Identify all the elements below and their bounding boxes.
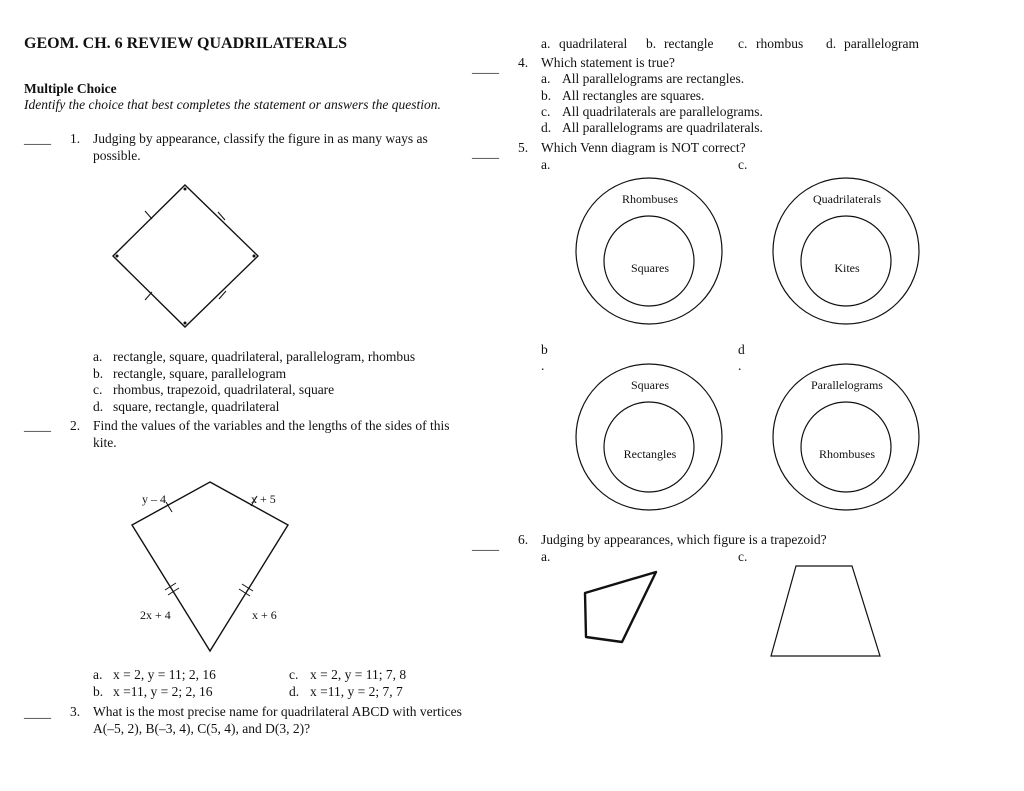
venn-b-outer-label: Squares (631, 378, 669, 392)
q2-choice-c-letter: c. (289, 667, 299, 682)
q2-choice-a-letter: a. (93, 667, 103, 682)
q5-option-a-letter: a. (541, 157, 551, 172)
q4-choice-c: All quadrilaterals are parallelograms. (562, 104, 763, 119)
tick-mark (145, 211, 152, 219)
q2-choice-d-letter: d. (289, 684, 300, 699)
q5-option-b-dot: . (541, 358, 545, 373)
venn-d-inner-label: Rhombuses (818, 447, 875, 461)
q3-choice-c: rhombus (756, 36, 804, 51)
answer-blank-3[interactable]: ____ (24, 705, 51, 720)
q6-option-c-letter: c. (738, 549, 748, 564)
question-5-number: 5. (518, 140, 529, 155)
angle-dot (184, 188, 187, 191)
q1-choice-a: rectangle, square, quadrilateral, parallelogram, rhombus (113, 349, 416, 364)
q4-choice-a-letter: a. (541, 71, 551, 86)
q5-option-c-letter: c. (738, 157, 748, 172)
venn-c-outer-label: Quadrilaterals (813, 192, 881, 206)
q1-choice-c: rhombus, trapezoid, quadrilateral, square (113, 382, 335, 397)
q6-option-a-letter: a. (541, 549, 551, 564)
q3-choice-c-letter: c. (738, 36, 748, 51)
question-1-line-2: possible. (93, 148, 141, 163)
q4-choice-c-letter: c. (541, 104, 551, 119)
q1-choice-d: square, rectangle, quadrilateral (113, 399, 280, 414)
question-1-number: 1. (70, 131, 81, 146)
rhombus-shape (113, 185, 258, 327)
question-5-text: Which Venn diagram is NOT correct? (541, 140, 746, 155)
question-2-number: 2. (70, 418, 81, 433)
question-1-line-1: Judging by appearance, classify the figure in as many ways as (93, 131, 428, 146)
q3-choice-a: quadrilateral (559, 36, 628, 51)
q3-choice-d-letter: d. (826, 36, 837, 51)
angle-dot (116, 255, 119, 258)
question-4-text: Which statement is true? (541, 55, 675, 70)
tick-mark (165, 583, 176, 590)
q2-choice-b: x =11, y = 2; 2, 16 (113, 684, 213, 699)
venn-d-outer-label: Parallelograms (811, 378, 883, 392)
quadrilateral-option-a (578, 566, 663, 648)
q4-choice-d-letter: d. (541, 120, 552, 135)
angle-dot (253, 255, 256, 258)
trapezoid-option-c (766, 562, 886, 662)
tick-mark (168, 588, 179, 595)
answer-blank-4[interactable]: ____ (472, 60, 499, 75)
q5-option-b-letter: b (541, 342, 548, 357)
q2-choice-d: x =11, y = 2; 7, 7 (310, 684, 403, 699)
q3-choice-b: rectangle (664, 36, 714, 51)
q4-choice-d: All parallelograms are quadrilaterals. (562, 120, 763, 135)
q5-option-d-dot: . (738, 358, 742, 373)
q1-choice-b-letter: b. (93, 366, 104, 381)
kite-label-top-left: y – 4 (142, 492, 166, 506)
trapezoid-shape (771, 566, 880, 656)
rhombus-figure (105, 178, 270, 333)
answer-blank-6[interactable]: ____ (472, 537, 499, 552)
venn-a-outer-label: Rhombuses (621, 192, 678, 206)
kite-label-bottom-left: 2x + 4 (140, 608, 171, 622)
q1-choice-d-letter: d. (93, 399, 104, 414)
venn-b-inner-label: Rectangles (623, 447, 677, 461)
irregular-quadrilateral (585, 572, 656, 642)
instructions: Identify the choice that best completes the statement or answers the question. (24, 97, 441, 112)
q1-choice-a-letter: a. (93, 349, 103, 364)
angle-dot (184, 322, 187, 325)
tick-mark (145, 292, 152, 300)
question-2-line-1: Find the values of the variables and the lengths of the sides of this (93, 418, 450, 433)
kite-label-bottom-right: x + 6 (252, 608, 277, 622)
question-2-line-2: kite. (93, 435, 117, 450)
q1-choice-c-letter: c. (93, 382, 103, 397)
question-3-line-2: A(–5, 2), B(–3, 4), C(5, 4), and D(3, 2)? (93, 721, 311, 736)
question-4-number: 4. (518, 55, 529, 70)
q2-choice-c: x = 2, y = 11; 7, 8 (310, 667, 407, 682)
q5-option-d-letter: d (738, 342, 745, 357)
venn-c-inner-label: Kites (834, 261, 860, 275)
answer-blank-5[interactable]: ____ (472, 145, 499, 160)
section-heading: Multiple Choice (24, 81, 117, 96)
answer-blank-2[interactable]: ____ (24, 418, 51, 433)
q3-choice-d: parallelogram (844, 36, 919, 51)
question-6-number: 6. (518, 532, 529, 547)
question-6-text: Judging by appearances, which figure is a trapezoid? (541, 532, 827, 547)
question-3-number: 3. (70, 704, 81, 719)
q4-choice-a: All parallelograms are rectangles. (562, 71, 745, 86)
answer-blank-1[interactable]: ____ (24, 131, 51, 146)
venn-a-inner-label: Squares (631, 261, 669, 275)
page-title: GEOM. CH. 6 REVIEW QUADRILATERALS (24, 35, 348, 52)
q3-choice-a-letter: a. (541, 36, 551, 51)
q1-choice-b: rectangle, square, parallelogram (113, 366, 287, 381)
q2-choice-b-letter: b. (93, 684, 104, 699)
q4-choice-b: All rectangles are squares. (562, 88, 705, 103)
q2-choice-a: x = 2, y = 11; 2, 16 (113, 667, 216, 682)
question-3-line-1: What is the most precise name for quadrilateral ABCD with vertices (93, 704, 462, 719)
q4-choice-b-letter: b. (541, 88, 552, 103)
q3-choice-b-letter: b. (646, 36, 657, 51)
kite-label-top-right: x + 5 (251, 492, 276, 506)
